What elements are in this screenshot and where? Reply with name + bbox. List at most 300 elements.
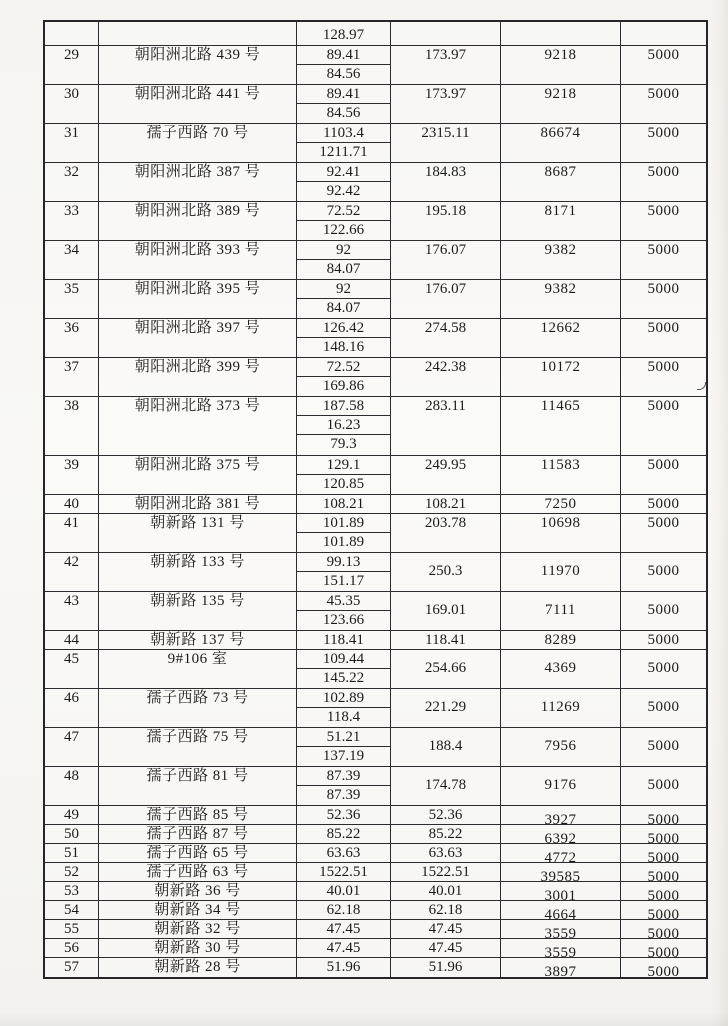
total-cell xyxy=(391,920,501,938)
area-values-cell xyxy=(297,319,391,357)
total-cell xyxy=(391,241,501,279)
total-value: 63.63 xyxy=(428,845,463,861)
address-cell xyxy=(99,920,297,938)
table-row xyxy=(45,319,706,358)
amount-cell xyxy=(501,958,621,980)
rate-value: 5000 xyxy=(647,457,680,473)
amount-value: 11583 xyxy=(540,457,581,473)
area-values-cell xyxy=(297,592,391,630)
amount-value: 9176 xyxy=(544,777,577,793)
total-cell xyxy=(391,939,501,957)
address-text: 朝阳洲北路 441 号 xyxy=(134,86,261,102)
area-values-cell xyxy=(297,920,391,938)
seq-cell xyxy=(45,767,99,805)
area-value: 126.42 xyxy=(297,319,390,338)
area-value: 85.22 xyxy=(326,826,361,842)
table-row xyxy=(45,163,706,202)
address-cell xyxy=(99,825,297,843)
rate-cell xyxy=(621,806,706,828)
rate-cell xyxy=(621,939,706,961)
address-text: 朝新路 34 号 xyxy=(154,902,241,918)
seq-cell xyxy=(45,456,99,494)
address-text: 孺子西路 65 号 xyxy=(146,845,249,861)
seq-cell xyxy=(45,319,99,357)
address-cell xyxy=(99,22,297,45)
area-value: 87.39 xyxy=(326,787,361,803)
table-row xyxy=(45,631,706,650)
area-value: 79.3 xyxy=(330,436,357,452)
amount-value: 8289 xyxy=(544,632,577,648)
amount-value: 11465 xyxy=(540,398,581,414)
row-number: 46 xyxy=(64,690,79,706)
table-row xyxy=(45,456,706,495)
total-value: 176.07 xyxy=(424,242,467,258)
row-number: 43 xyxy=(64,593,79,609)
area-value: 84.07 xyxy=(326,300,361,316)
rate-value: 5000 xyxy=(647,777,680,793)
amount-value: 9218 xyxy=(544,47,577,63)
table-row xyxy=(45,124,706,163)
table-row xyxy=(45,806,706,828)
amount-value: 7250 xyxy=(544,496,577,512)
total-value: 173.97 xyxy=(424,86,467,102)
area-values-cell xyxy=(297,85,391,123)
rate-value: 5000 xyxy=(647,47,680,63)
table-row xyxy=(45,514,706,553)
amount-cell xyxy=(501,650,621,688)
area-value: 1211.71 xyxy=(319,144,368,160)
seq-cell xyxy=(45,22,99,45)
row-number: 36 xyxy=(64,320,79,336)
area-values-cell xyxy=(297,514,391,552)
table-row xyxy=(45,46,706,85)
seq-cell xyxy=(45,163,99,201)
area-values-cell xyxy=(297,689,391,727)
rate-cell xyxy=(621,689,706,727)
address-text: 朝新路 135 号 xyxy=(150,593,245,609)
rate-value: 5000 xyxy=(647,496,680,512)
amount-value: 3001 xyxy=(544,888,577,904)
total-cell xyxy=(391,592,501,630)
area-value: 102.89 xyxy=(297,689,390,708)
total-value: 85.22 xyxy=(428,826,463,842)
address-text: 朝新路 30 号 xyxy=(154,940,241,956)
row-number: 50 xyxy=(64,826,79,842)
address-text: 朝新路 28 号 xyxy=(154,959,241,975)
amount-cell xyxy=(501,920,621,942)
rate-value: 5000 xyxy=(647,86,680,102)
row-number: 49 xyxy=(64,807,79,823)
area-value: 72.52 xyxy=(297,358,390,377)
address-cell xyxy=(99,202,297,240)
area-value: 51.96 xyxy=(326,959,361,975)
row-number: 31 xyxy=(64,125,79,141)
area-values-cell xyxy=(297,863,391,881)
seq-cell xyxy=(45,46,99,84)
amount-value: 3897 xyxy=(544,964,577,980)
total-value: 203.78 xyxy=(424,515,467,531)
address-cell xyxy=(99,650,297,688)
area-values-cell xyxy=(297,882,391,900)
amount-value: 9382 xyxy=(544,281,577,297)
rate-value: 5000 xyxy=(647,812,680,828)
row-number: 32 xyxy=(64,164,79,180)
area-value: 120.85 xyxy=(322,476,365,492)
address-cell xyxy=(99,280,297,318)
amount-cell xyxy=(501,728,621,766)
seq-cell xyxy=(45,825,99,843)
seq-cell xyxy=(45,397,99,455)
total-cell xyxy=(391,22,501,45)
total-value: 118.41 xyxy=(425,632,466,648)
row-number: 30 xyxy=(64,86,79,102)
total-value: 2315.11 xyxy=(421,125,470,141)
amount-value: 3559 xyxy=(544,945,577,961)
row-number: 41 xyxy=(64,515,79,531)
amount-cell xyxy=(501,901,621,923)
seq-cell xyxy=(45,495,99,513)
area-value: 118.4 xyxy=(326,709,361,725)
seq-cell xyxy=(45,689,99,727)
rate-value: 5000 xyxy=(647,831,680,847)
row-number: 51 xyxy=(64,845,79,861)
area-value: 169.86 xyxy=(322,378,365,394)
address-cell xyxy=(99,882,297,900)
amount-cell xyxy=(501,397,621,455)
total-value: 176.07 xyxy=(424,281,467,297)
area-values-cell xyxy=(297,202,391,240)
total-cell xyxy=(391,85,501,123)
area-values-cell xyxy=(297,495,391,513)
rate-value: 5000 xyxy=(647,125,680,141)
amount-value: 9218 xyxy=(544,86,577,102)
row-number: 56 xyxy=(64,940,79,956)
page-edge-shading xyxy=(710,0,728,1026)
rate-cell xyxy=(621,456,706,494)
amount-cell xyxy=(501,553,621,591)
address-text: 朝阳洲北路 397 号 xyxy=(134,320,261,336)
total-cell xyxy=(391,728,501,766)
total-value: 108.21 xyxy=(424,496,467,512)
address-cell xyxy=(99,901,297,919)
amount-value: 4369 xyxy=(544,660,577,676)
total-value: 274.58 xyxy=(424,320,467,336)
table-row xyxy=(45,280,706,319)
total-cell xyxy=(391,495,501,513)
area-value: 62.18 xyxy=(326,902,361,918)
rate-value: 5000 xyxy=(647,359,680,375)
seq-cell xyxy=(45,85,99,123)
seq-cell xyxy=(45,631,99,649)
row-number: 44 xyxy=(64,632,79,648)
area-value: 108.21 xyxy=(322,496,365,512)
amount-cell xyxy=(501,939,621,961)
total-cell xyxy=(391,46,501,84)
address-cell xyxy=(99,495,297,513)
row-number: 34 xyxy=(64,242,79,258)
rate-cell xyxy=(621,882,706,904)
seq-cell xyxy=(45,241,99,279)
table-row xyxy=(45,939,706,961)
rate-cell xyxy=(621,46,706,84)
area-values-cell xyxy=(297,631,391,649)
total-cell xyxy=(391,958,501,977)
amount-cell xyxy=(501,163,621,201)
rate-cell xyxy=(621,825,706,847)
rate-cell xyxy=(621,163,706,201)
amount-cell xyxy=(501,319,621,357)
address-cell xyxy=(99,806,297,824)
row-number: 45 xyxy=(64,651,79,667)
seq-cell xyxy=(45,882,99,900)
address-text: 朝阳洲北路 399 号 xyxy=(134,359,261,375)
total-cell xyxy=(391,689,501,727)
total-cell xyxy=(391,863,501,881)
address-text: 孺子西路 81 号 xyxy=(146,768,249,784)
row-number: 48 xyxy=(64,768,79,784)
rate-cell xyxy=(621,728,706,766)
total-value: 52.36 xyxy=(428,807,463,823)
total-cell xyxy=(391,319,501,357)
amount-value: 11269 xyxy=(540,699,581,715)
address-cell xyxy=(99,631,297,649)
rate-value: 5000 xyxy=(647,964,680,980)
area-values-cell xyxy=(297,280,391,318)
area-value: 84.56 xyxy=(326,66,361,82)
table-row xyxy=(45,863,706,885)
table-row xyxy=(45,85,706,124)
seq-cell xyxy=(45,650,99,688)
total-value: 47.45 xyxy=(428,940,463,956)
row-number: 55 xyxy=(64,921,79,937)
rate-cell xyxy=(621,553,706,591)
total-value: 249.95 xyxy=(424,457,467,473)
area-values-cell xyxy=(297,124,391,162)
amount-value: 3559 xyxy=(544,926,577,942)
rate-cell xyxy=(621,631,706,649)
amount-cell xyxy=(501,767,621,805)
table-row xyxy=(45,202,706,241)
area-value: 145.22 xyxy=(322,670,365,686)
seq-cell xyxy=(45,280,99,318)
row-number: 53 xyxy=(64,883,79,899)
amount-cell xyxy=(501,863,621,885)
rate-value: 5000 xyxy=(647,242,680,258)
seq-cell xyxy=(45,728,99,766)
rate-value: 5000 xyxy=(647,563,680,579)
address-text: 朝阳洲北路 373 号 xyxy=(134,398,261,414)
address-cell xyxy=(99,319,297,357)
total-cell xyxy=(391,825,501,843)
area-value: 63.63 xyxy=(326,845,361,861)
seq-cell xyxy=(45,958,99,977)
rate-cell xyxy=(621,202,706,240)
table-row xyxy=(45,958,706,980)
total-cell xyxy=(391,901,501,919)
address-cell xyxy=(99,844,297,862)
area-value: 1103.4 xyxy=(297,124,390,143)
address-text: 朝新路 36 号 xyxy=(154,883,241,899)
amount-value: 8687 xyxy=(544,164,577,180)
amount-value: 7956 xyxy=(544,738,577,754)
total-value: 47.45 xyxy=(428,921,463,937)
amount-cell xyxy=(501,592,621,630)
amount-cell xyxy=(501,806,621,828)
table-row xyxy=(45,901,706,923)
table-row xyxy=(45,825,706,847)
seq-cell xyxy=(45,358,99,396)
row-number: 42 xyxy=(64,554,79,570)
address-text: 朝阳洲北路 375 号 xyxy=(134,457,261,473)
rate-cell xyxy=(621,650,706,688)
rate-cell xyxy=(621,280,706,318)
row-number: 39 xyxy=(64,457,79,473)
area-value: 187.58 xyxy=(297,397,390,416)
address-text: 朝阳洲北路 381 号 xyxy=(134,496,261,512)
area-values-cell xyxy=(297,650,391,688)
amount-cell xyxy=(501,22,621,45)
area-values-cell xyxy=(297,767,391,805)
amount-value: 9382 xyxy=(544,242,577,258)
address-text: 孺子西路 87 号 xyxy=(146,826,249,842)
address-text: 朝阳洲北路 389 号 xyxy=(134,203,261,219)
address-text: 朝阳洲北路 395 号 xyxy=(134,281,261,297)
area-value: 47.45 xyxy=(326,921,361,937)
rate-value: 5000 xyxy=(647,602,680,618)
address-text: 孺子西路 70 号 xyxy=(146,125,249,141)
total-value: 250.3 xyxy=(428,563,463,579)
total-cell xyxy=(391,202,501,240)
data-table xyxy=(43,20,708,979)
area-value: 45.35 xyxy=(297,592,390,611)
total-cell xyxy=(391,280,501,318)
area-value: 128.97 xyxy=(322,27,365,43)
area-value: 52.36 xyxy=(326,807,361,823)
area-value: 148.16 xyxy=(322,339,365,355)
address-cell xyxy=(99,689,297,727)
area-value: 99.13 xyxy=(297,553,390,572)
row-number: 37 xyxy=(64,359,79,375)
area-value: 137.19 xyxy=(322,748,365,764)
total-value: 188.4 xyxy=(428,738,463,754)
table-body xyxy=(45,46,706,980)
rate-cell xyxy=(621,22,706,45)
rate-value: 5000 xyxy=(647,738,680,754)
address-cell xyxy=(99,241,297,279)
amount-cell xyxy=(501,124,621,162)
row-number: 40 xyxy=(64,496,79,512)
area-value: 40.01 xyxy=(326,883,361,899)
rate-value: 5000 xyxy=(647,907,680,923)
amount-cell xyxy=(501,46,621,84)
address-cell xyxy=(99,728,297,766)
table-row xyxy=(45,592,706,631)
address-text: 朝新路 131 号 xyxy=(150,515,245,531)
row-number: 54 xyxy=(64,902,79,918)
total-cell xyxy=(391,767,501,805)
amount-cell xyxy=(501,514,621,552)
row-number: 38 xyxy=(64,398,79,414)
amount-cell xyxy=(501,825,621,847)
area-values-cell xyxy=(297,939,391,957)
rate-cell xyxy=(621,844,706,866)
rate-value: 5000 xyxy=(647,398,680,414)
area-value: 101.89 xyxy=(322,534,365,550)
area-values-cell xyxy=(297,241,391,279)
area-value: 89.41 xyxy=(297,46,390,65)
seq-cell xyxy=(45,514,99,552)
address-cell xyxy=(99,767,297,805)
area-values-cell xyxy=(297,22,391,45)
total-cell xyxy=(391,631,501,649)
total-value: 242.38 xyxy=(424,359,467,375)
area-value: 122.66 xyxy=(322,222,365,238)
amount-cell xyxy=(501,280,621,318)
area-value: 92 xyxy=(297,280,390,299)
rate-cell xyxy=(621,592,706,630)
rate-cell xyxy=(621,319,706,357)
area-values-cell xyxy=(297,397,391,455)
total-value: 62.18 xyxy=(428,902,463,918)
area-values-cell xyxy=(297,901,391,919)
rate-cell xyxy=(621,495,706,513)
seq-cell xyxy=(45,553,99,591)
total-cell xyxy=(391,124,501,162)
area-value: 51.21 xyxy=(297,728,390,747)
table-row xyxy=(45,882,706,904)
area-value: 84.56 xyxy=(326,105,361,121)
amount-value: 6392 xyxy=(544,831,577,847)
address-cell xyxy=(99,958,297,977)
rate-value: 5000 xyxy=(647,926,680,942)
row-number: 47 xyxy=(64,729,79,745)
seq-cell xyxy=(45,806,99,824)
rate-cell xyxy=(621,863,706,885)
area-values-cell xyxy=(297,553,391,591)
total-cell xyxy=(391,358,501,396)
rate-value: 5000 xyxy=(647,164,680,180)
address-text: 朝阳洲北路 387 号 xyxy=(134,164,261,180)
amount-value: 12662 xyxy=(540,320,581,336)
total-cell xyxy=(391,650,501,688)
amount-cell xyxy=(501,241,621,279)
amount-value: 10698 xyxy=(540,515,581,531)
rate-cell xyxy=(621,958,706,980)
amount-cell xyxy=(501,689,621,727)
address-cell xyxy=(99,553,297,591)
area-value: 109.44 xyxy=(297,650,390,669)
table-row xyxy=(45,920,706,942)
row-number: 29 xyxy=(64,47,79,63)
address-cell xyxy=(99,46,297,84)
address-text: 朝新路 137 号 xyxy=(150,632,245,648)
rate-cell xyxy=(621,397,706,455)
total-value: 173.97 xyxy=(424,47,467,63)
area-value: 151.17 xyxy=(322,573,365,589)
address-cell xyxy=(99,456,297,494)
area-value: 92 xyxy=(297,241,390,260)
rate-value: 5000 xyxy=(647,850,680,866)
area-values-cell xyxy=(297,844,391,862)
rate-value: 5000 xyxy=(647,660,680,676)
seq-cell xyxy=(45,901,99,919)
total-cell xyxy=(391,806,501,824)
area-values-cell xyxy=(297,163,391,201)
amount-value: 39585 xyxy=(540,869,581,885)
rate-value: 5000 xyxy=(647,203,680,219)
total-cell xyxy=(391,163,501,201)
rate-value: 5000 xyxy=(647,281,680,297)
